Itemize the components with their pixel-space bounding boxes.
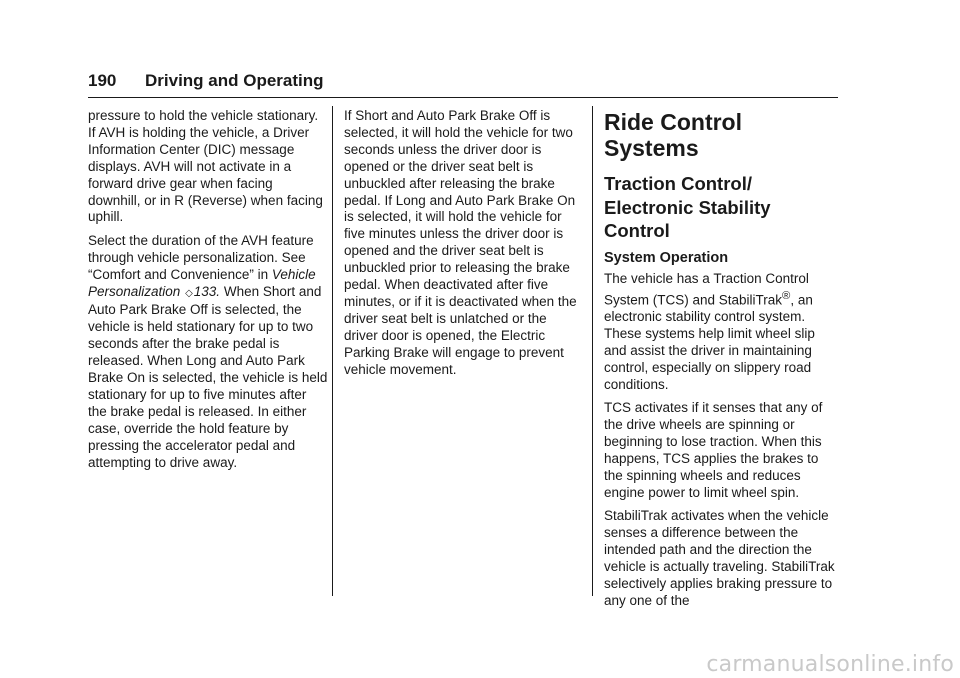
cross-reference-link[interactable]: Vehicle Personalization [88, 266, 316, 299]
paragraph-text: Select the duration of the AVH feature through vehicle personalization. See “Comfort and Convenience” in [88, 232, 314, 282]
subsection-heading: System Operation [604, 249, 729, 266]
column-1 [88, 108, 328, 478]
paragraph [88, 233, 328, 472]
paragraph-text: When Short and Auto Park Brake Off is selected, the vehicle is held stationary for up to two seconds after the brake pedal is released. When Long and Auto Park Brake On is selected, the vehicle is held stationary for up to five minutes after the brake pedal is released. In either case, override the hold feature by pressing the accelerator pedal and attempting to drive away. [88, 283, 328, 470]
paragraph-text: , an electronic stability control system. These systems help limit wheel slip and assist the driver in maintaining control, especially on slippery road conditions. [604, 292, 815, 392]
page-reference[interactable]: 133. [193, 283, 221, 299]
section-heading: Traction Control/ Electronic Stability Control [604, 173, 771, 242]
registered-mark: ® [782, 289, 791, 302]
page-reference-icon: ◇ [185, 287, 193, 299]
paragraph: StabiliTrak activates when the vehicle senses a difference between the intended path and the direction the vehicle is actually traveling. StabiliTrak selectively applies braking pressure to any one of the [604, 508, 835, 608]
column-divider [592, 106, 593, 596]
paragraph: TCS activates if it senses that any of the drive wheels are spinning or beginning to lose traction. When this happens, TCS applies the brakes to the spinning wheels and reduces engine power to limit wheel spin. [604, 400, 823, 500]
watermark: carmanualsonline.info [706, 652, 954, 677]
column-2 [344, 108, 580, 385]
paragraph: pressure to hold the vehicle stationary. If AVH is holding the vehicle, a Driver Information Center (DIC) message displays. AVH will not activate in a forward drive gear when facing downhill, or in R (Reverse) when facing uphill. [88, 108, 323, 225]
page-header [88, 66, 838, 96]
column-divider [332, 106, 333, 596]
page-number: 190 [88, 71, 117, 90]
section-title: Driving and Operating [145, 71, 324, 90]
paragraph [604, 271, 840, 394]
column-3 [604, 108, 840, 616]
header-divider [88, 97, 838, 98]
paragraph: If Short and Auto Park Brake Off is selected, it will hold the vehicle for two seconds unless the driver door is opened or the driver seat belt is unbuckled after releasing the brake pedal. If Long and Auto Park Brake On is selected, it will hold the vehicle for five minutes unless the driver door is opened and the driver seat belt is unbuckled prior to releasing the brake pedal. When deactivated after five minutes, or if it is deactivated when the driver seat belt is unlatched or the driver door is opened, the Electric Parking Brake will engage to prevent vehicle movement. [344, 108, 577, 377]
paragraph-text: The vehicle has a Traction Control System (TCS) and StabiliTrak [604, 270, 809, 308]
chapter-heading: Ride Control Systems [604, 109, 742, 161]
